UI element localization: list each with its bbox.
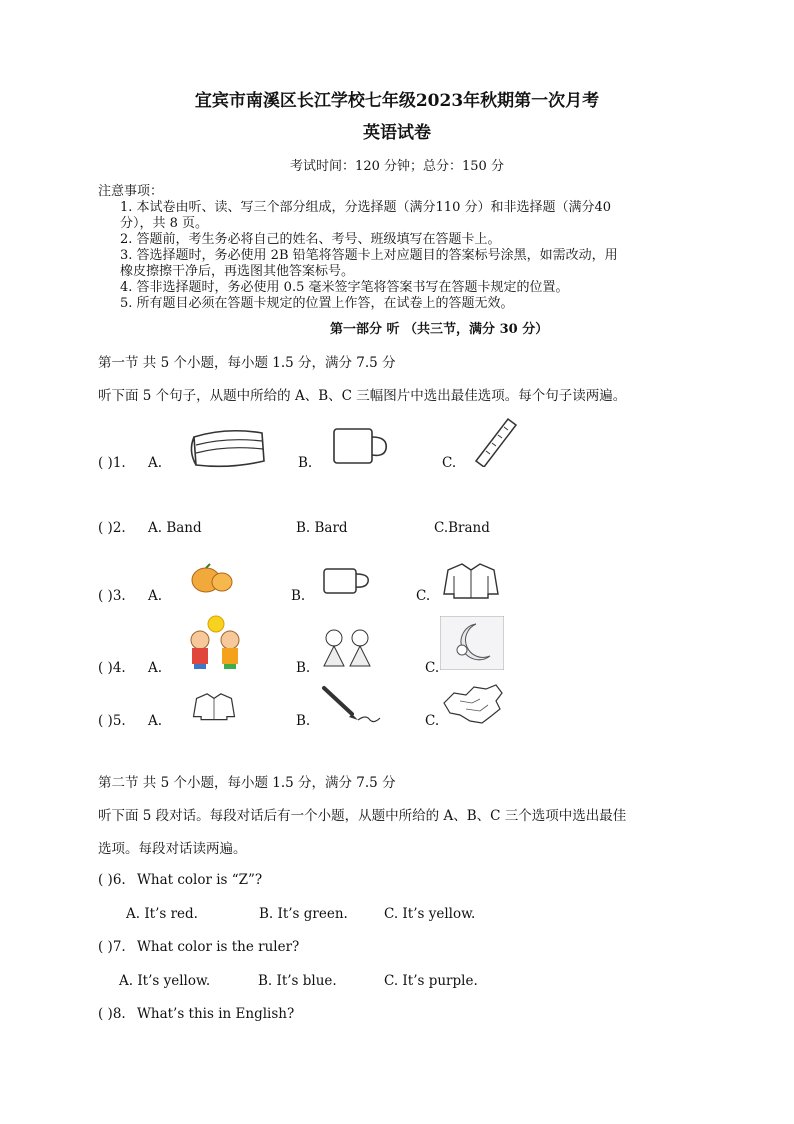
q1-option-c: C. — [442, 455, 457, 471]
exam-title: 宜宾市南溪区长江学校七年级2023年秋期第一次月考 — [194, 91, 600, 111]
girls-picture — [316, 626, 380, 668]
q1-number: ( )1. — [98, 455, 126, 471]
q7-option-a: A. It’s yellow. — [119, 973, 211, 989]
exam-info: 考试时间：120 分钟；总分：150 分 — [290, 159, 504, 174]
q7-option-b: B. It’s blue. — [258, 973, 337, 989]
q4-option-b: B. — [296, 660, 311, 676]
q3-option-a: A. — [148, 588, 163, 604]
q6-text: What color is “Z”? — [137, 872, 263, 888]
towel-picture — [186, 425, 270, 473]
q8-number: ( )8. — [98, 1006, 126, 1022]
note-item-4: 4. 答非选择题时，务必使用 0.5 毫米签字笔将答案书写在答题卡规定的位置。 — [120, 280, 569, 295]
cup-picture — [330, 425, 392, 467]
note-item-1: 1. 本试卷由听、读、写三个部分组成，分选择题（满分110 分）和非选择题（满分40 — [120, 200, 612, 215]
q1-option-b: B. — [298, 455, 313, 471]
q6-option-c: C. It’s yellow. — [384, 906, 476, 922]
q2-option-c: C.Brand — [434, 520, 490, 536]
q7-text: What color is the ruler? — [137, 939, 300, 955]
section2-instruction-line1: 听下面 5 段对话。每段对话后有一个小题，从题中所给的 A、B、C 三个选项中选出最佳 — [98, 808, 627, 824]
q4-option-c: C. — [425, 660, 440, 676]
q5-option-b: B. — [296, 713, 311, 729]
exam-subtitle: 英语试卷 — [363, 123, 431, 143]
pen-picture — [318, 684, 382, 724]
q8-text: What’s this in English? — [137, 1006, 295, 1022]
note-item-3: 3. 答选择题时，务必使用 2B 铅笔将答题卡上对应题目的答案标号涂黑，如需改动，用 — [120, 248, 618, 263]
q7-number: ( )7. — [98, 939, 126, 955]
q2-option-b: B. Bard — [296, 520, 348, 536]
section2-heading: 第二节 共 5 个小题，每小题 1.5 分，满分 7.5 分 — [98, 775, 396, 791]
kids-sun-picture — [180, 612, 252, 670]
note-item-1-cont: 分），共 8 页。 — [120, 216, 209, 231]
section1-instruction: 听下面 5 个句子，从题中所给的 A、B、C 三幅图片中选出最佳选项。每个句子读两遍。 — [98, 388, 627, 404]
cup-picture-2 — [322, 566, 372, 596]
q5-number: ( )5. — [98, 713, 126, 729]
notes-heading: 注意事项： — [98, 184, 164, 199]
section2-instruction-line2: 选项。每段对话读两遍。 — [98, 841, 247, 857]
jacket-picture — [442, 560, 500, 600]
q4-number: ( )4. — [98, 660, 126, 676]
q7-option-c: C. It’s purple. — [384, 973, 478, 989]
q5-option-a: A. — [148, 713, 163, 729]
ruler-picture — [472, 415, 520, 467]
q4-option-a: A. — [148, 660, 163, 676]
q3-option-b: B. — [291, 588, 306, 604]
part1-heading: 第一部分 听 （共三节，满分 30 分） — [330, 322, 549, 337]
note-item-3-cont: 橡皮擦擦干净后，再选图其他答案标号。 — [120, 264, 355, 279]
q3-number: ( )3. — [98, 588, 126, 604]
q5-option-c: C. — [425, 713, 440, 729]
q2-number: ( )2. — [98, 520, 126, 536]
q6-option-b: B. It’s green. — [259, 906, 348, 922]
orange-picture — [186, 562, 236, 596]
note-item-2: 2. 答题前，考生务必将自己的姓名、考号、班级填写在答题卡上。 — [120, 232, 501, 247]
section1-heading: 第一节 共 5 个小题，每小题 1.5 分，满分 7.5 分 — [98, 355, 396, 371]
jacket-picture-2 — [192, 690, 236, 722]
q1-option-a: A. — [148, 455, 163, 471]
q2-option-a: A. Band — [148, 520, 202, 536]
q3-option-c: C. — [416, 588, 431, 604]
china-map-picture — [440, 683, 506, 727]
note-item-5: 5. 所有题目必须在答题卡规定的位置上作答，在试卷上的答题无效。 — [120, 296, 514, 311]
q6-number: ( )6. — [98, 872, 126, 888]
moon-picture — [440, 616, 504, 670]
q6-option-a: A. It’s red. — [126, 906, 198, 922]
